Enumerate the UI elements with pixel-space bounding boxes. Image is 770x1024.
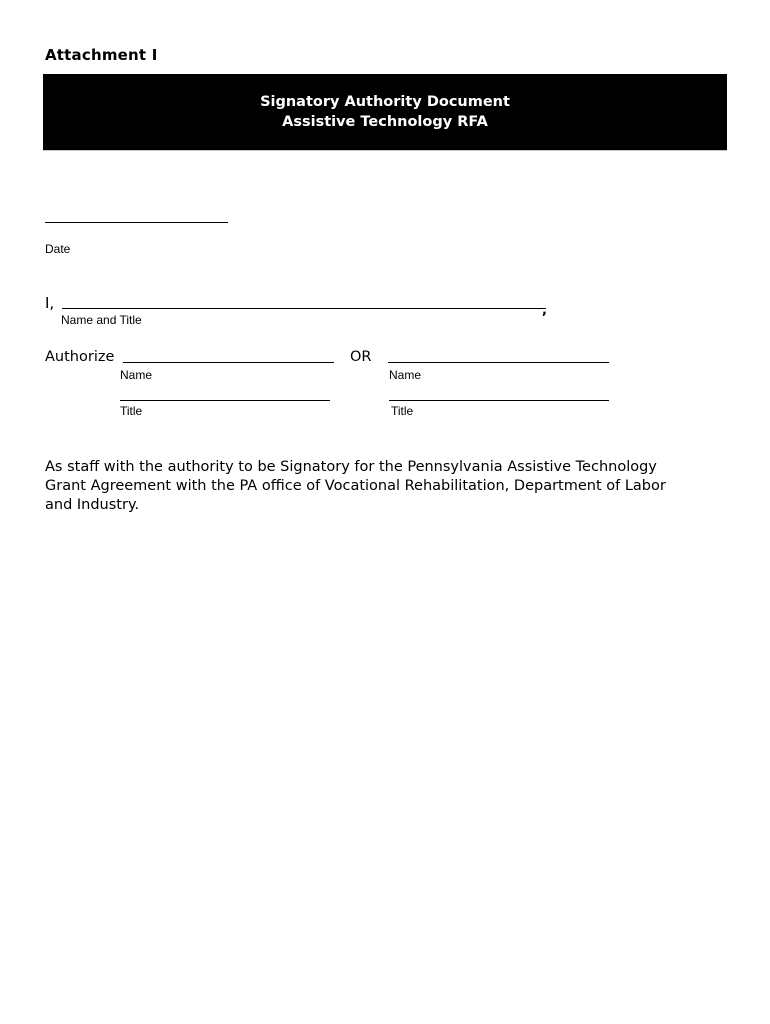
banner-subtitle: Assistive Technology RFA [282,114,488,130]
comma-mark: , [542,303,547,318]
left-name-label: Name [120,368,153,382]
title-banner [43,74,727,151]
banner-title: Signatory Authority Document [260,94,510,110]
right-name-line[interactable] [388,362,609,363]
statement-line-3: and Industry. [45,497,140,513]
statement-line-1: As staff with the authority to be Signatory for the Pennsylvania Assistive Technology [45,459,657,475]
left-title-label: Title [120,404,143,418]
statement-line-2: Grant Agreement with the PA office of Vocational Rehabilitation, Department of Labor [45,478,666,494]
authorize-label: Authorize [45,349,115,365]
left-name-line[interactable] [123,362,334,363]
name-and-title-label: Name and Title [61,313,142,327]
right-title-line[interactable] [389,400,609,401]
date-label: Date [45,242,71,256]
or-label: OR [350,349,372,365]
i-prefix: I, [45,294,55,312]
authority-statement [45,458,725,515]
left-title-line[interactable] [120,400,330,401]
date-signature-line[interactable] [45,222,228,223]
attachment-heading: Attachment I [45,46,158,64]
name-and-title-line[interactable] [62,308,546,309]
right-title-label: Title [391,404,414,418]
right-name-label: Name [389,368,422,382]
